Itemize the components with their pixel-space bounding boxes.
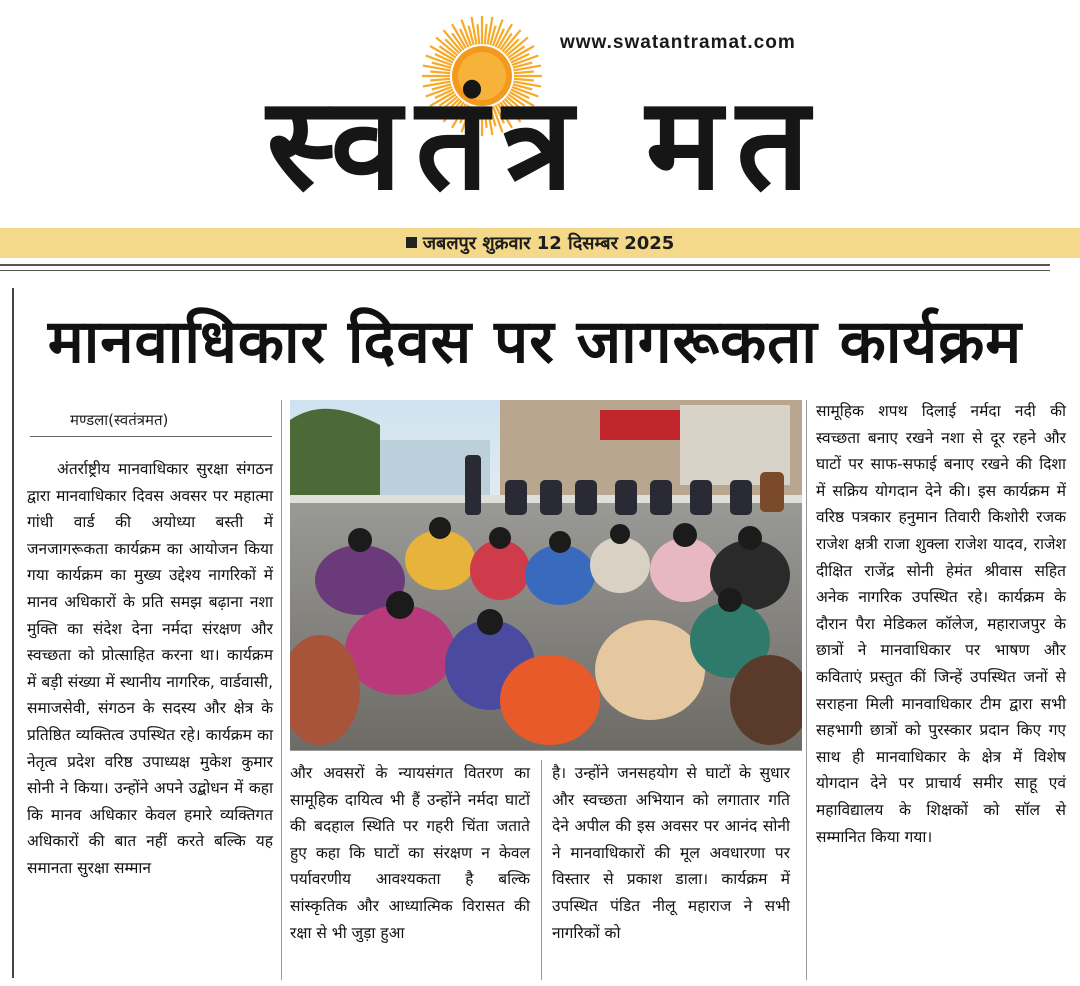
column-divider: [806, 400, 807, 980]
sun-ray: [477, 24, 479, 44]
article-column-4: सामूहिक शपथ दिलाई नर्मदा नदी की स्वच्छता बनाए रखने नशा से दूर रहने और घाटों पर साफ-सफाई बनाए रखने की दिशा में सक्रिय योगदान देने की। इस कार्यक्रम में वरिष्ठ पत्रकार हनुमान तिवारी किशोरी रजक राजेश क्षत्री राजा शुक्ला राजेश यादव, राजेश दीक्षित राजेंद्र सोनी हेमंत श्रीवास सहित अनेक नागरिक उपस्थित रहे। कार्यक्रम के दौरान पैरा मेडिकल कॉलेज, महाराजपुर के छात्रों ने मानवाधिकार पर भाषण और कविताएं प्रस्तुत कीं जिन्हें उपस्थित जनों से सराहना मिली मानवाधिकार टीम द्वारा सभी सहभागी छात्रों को पुरस्कार प्रदान किए गए साथ ही मानवाधिकार के क्षेत्र में विशेष योगदान देने पर प्राचार्य समीर साहू एवं महाविद्यालय के शिक्षकों को सॉल से सम्मानित किया गया।: [816, 402, 1066, 846]
crowd-photo-illustration: [290, 400, 802, 750]
top-rule: [0, 264, 1050, 266]
newspaper-nameplate: स्वतंत्र मत: [266, 70, 824, 219]
date-band: [0, 228, 1080, 258]
left-border: [12, 288, 14, 978]
top-rule-thin: [0, 270, 1050, 271]
article-column-2: और अवसरों के न्यायसंगत वितरण का सामूहिक दायित्व भी हैं उन्होंने नर्मदा घाटों की बदहाल स्थिति पर गहरी चिंता जताते हुए कहा कि घाटों का संरक्षण न केवल पर्यावरणीय आवश्यकता है बल्कि सांस्कृतिक और आध्यात्मिक विरासत की रक्षा से भी जुड़ा हुआ: [290, 764, 530, 942]
dateline-rule: [30, 436, 272, 437]
sun-ray: [485, 24, 487, 44]
article-column-3: है। उन्होंने जनसहयोग से घाटों के सुधार और स्वच्छता अभियान को लगातार गति देने अपील की इस अवसर पर आनंद सोनी ने मानवाधिकारों की मूल अवधारणा पर विस्तार से प्रकाश डाला। कार्यक्रम में उपस्थित पंडित नीलू महाराज ने सभी नागरिकों को: [552, 764, 790, 942]
event-photo: [290, 400, 802, 751]
issue-date-line: [0, 231, 1080, 255]
square-bullet-icon: [406, 237, 417, 248]
article-dateline: मण्डला(स्वतंत्रमत): [70, 411, 169, 429]
website-url[interactable]: www.swatantramat.com: [560, 32, 796, 53]
article-headline: मानवाधिकार दिवस पर जागरूकता कार्यक्रम: [47, 307, 1023, 377]
masthead: [0, 0, 1080, 228]
column-divider: [541, 760, 542, 980]
article-column-1: अंतर्राष्ट्रीय मानवाधिकार सुरक्षा संगठन द्वारा मानवाधिकार दिवस अवसर पर महात्मा गांधी वार्ड की अयोध्या बस्ती में जनजागरूकता कार्यक्रम का आयोजन किया गया कार्यक्रम का मुख्य उद्देश्य नागरिकों में मानव अधिकारों के प्रति समझ बढ़ाना नशा मुक्ति का संदेश देना नर्मदा संरक्षण और स्वच्छता को प्रोत्साहित करना था। कार्यक्रम में बड़ी संख्या में स्थानीय नागरिक, वार्डवासी, समाजसेवी, संगठन के सदस्य और क्षेत्र के प्रतिष्ठित व्यक्तित्व उपस्थित रहे। कार्यक्रम का नेतृत्व प्रदेश वरिष्ठ उपाध्यक्ष मुकेश कुमार सोनी ने किया। उन्होंने अपने उद्बोधन में कहा कि मानव अधिकार केवल हमारे व्यक्तिगत अधिकारों की बात नहीं करते बल्कि यह समानता सुरक्षा सम्मान: [27, 460, 273, 877]
issue-date: जबलपुर शुक्रवार 12 दिसम्बर 2025: [422, 233, 675, 254]
column-divider: [281, 400, 282, 980]
